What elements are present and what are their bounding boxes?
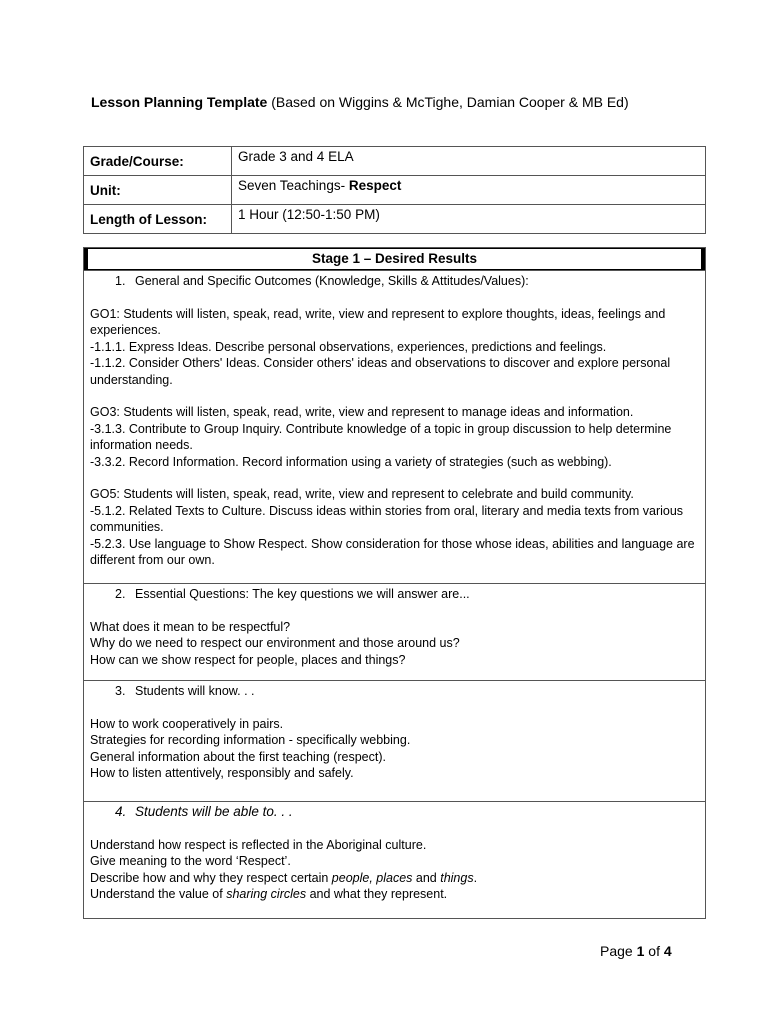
go5-b-text: -5.2.3. Use language to Show Respect. Show consideration for those whose ideas, abilities and language are different from our own. xyxy=(90,536,695,567)
go1-a-text: -1.1.1. Express Ideas. Describe personal observations, experiences, predictions and feelings. xyxy=(90,339,607,354)
section-heading xyxy=(90,804,699,821)
outcomes-section xyxy=(84,270,705,583)
unit-value-text: Seven Teachings- xyxy=(238,178,349,193)
unit-label: Unit: xyxy=(84,176,232,205)
table-row xyxy=(84,205,706,234)
page-word: Page xyxy=(600,943,637,959)
table-row xyxy=(84,147,706,176)
grade-value: Grade 3 and 4 ELA xyxy=(232,147,706,176)
unit-value xyxy=(232,176,706,205)
go3-b-text: -3.3.2. Record Information. Record information using a variety of strategies (such as webbing). xyxy=(90,454,612,469)
lesson-info-table xyxy=(83,146,706,234)
able-4-end: and what they represent. xyxy=(306,887,448,901)
able-3-text: Describe how and why they respect certain xyxy=(90,870,332,885)
page-title xyxy=(91,94,629,110)
section-number: 1. xyxy=(115,274,126,288)
question-2: Why do we need to respect our environment and those around us? xyxy=(90,636,460,650)
students-able-to-section xyxy=(84,801,705,918)
section-heading xyxy=(90,273,699,290)
know-1: How to work cooperatively in pairs. xyxy=(90,716,284,731)
section-heading-text: Students will be able to. . . xyxy=(135,804,293,819)
title-bold: Lesson Planning Template xyxy=(91,94,268,110)
go1-text: GO1: Students will listen, speak, read, write, view and represent to explore thoughts, ideas, feelings and experiences. xyxy=(90,306,666,337)
able-3-end: . xyxy=(473,870,478,885)
essential-questions-section xyxy=(84,583,705,680)
section-number: 3. xyxy=(115,684,126,698)
page-total: 4 xyxy=(663,943,672,959)
page-number xyxy=(600,943,672,959)
able-3-italic-1: people, places xyxy=(331,870,413,885)
section-heading-text: Essential Questions: The key questions we will answer are... xyxy=(135,587,470,601)
go3-text: GO3: Students will listen, speak, read, write, view and represent to manage ideas and information. xyxy=(90,405,634,419)
know-4: How to listen attentively, responsibly and safely. xyxy=(90,766,354,780)
able-3-italic-2: things xyxy=(440,870,474,885)
section-number: 4. xyxy=(115,804,127,819)
of-word: of xyxy=(644,943,664,959)
title-rest: (Based on Wiggins & McTighe, Damian Cooper & MB Ed) xyxy=(267,94,629,110)
section-heading-text: General and Specific Outcomes (Knowledge, Skills & Attitudes/Values): xyxy=(135,274,529,288)
table-row xyxy=(84,176,706,205)
know-3: General information about the first teaching (respect). xyxy=(90,749,386,764)
go5-text: GO5: Students will listen, speak, read, write, view and represent to celebrate and build community. xyxy=(90,487,634,501)
able-3 xyxy=(90,870,699,887)
stage-title: Stage 1 – Desired Results xyxy=(84,248,705,270)
unit-value-bold: Respect xyxy=(348,178,402,193)
section-heading xyxy=(90,683,699,700)
length-value: 1 Hour (12:50-1:50 PM) xyxy=(232,205,706,234)
able-1: Understand how respect is reflected in the Aboriginal culture. xyxy=(90,837,427,852)
page-current: 1 xyxy=(636,943,645,959)
able-4-text: Understand the value of xyxy=(90,887,227,901)
go5-a-text: -5.1.2. Related Texts to Culture. Discuss ideas within stories from oral, literary and media texts from various communities. xyxy=(90,503,684,534)
able-4-italic: sharing circles xyxy=(226,887,307,901)
question-1: What does it mean to be respectful? xyxy=(90,619,291,634)
section-number: 2. xyxy=(115,587,126,601)
go3-a-text: -3.1.3. Contribute to Group Inquiry. Contribute knowledge of a topic in group discussion to help determine information needs. xyxy=(90,421,672,452)
length-label: Length of Lesson: xyxy=(84,205,232,234)
stage-1-table xyxy=(83,247,706,919)
question-3: How can we show respect for people, places and things? xyxy=(90,652,406,667)
section-heading-text: Students will know. . . xyxy=(135,684,255,698)
section-heading xyxy=(90,586,699,603)
grade-label: Grade/Course: xyxy=(84,147,232,176)
go1-b-text: -1.1.2. Consider Others' Ideas. Consider others' ideas and observations to discover and explore personal understanding. xyxy=(90,356,671,387)
able-2: Give meaning to the word ‘Respect’. xyxy=(90,854,291,868)
know-2: Strategies for recording information - specifically webbing. xyxy=(90,733,411,747)
able-3-mid: and xyxy=(412,870,441,885)
students-will-know-section xyxy=(84,680,705,801)
able-4 xyxy=(90,886,699,903)
